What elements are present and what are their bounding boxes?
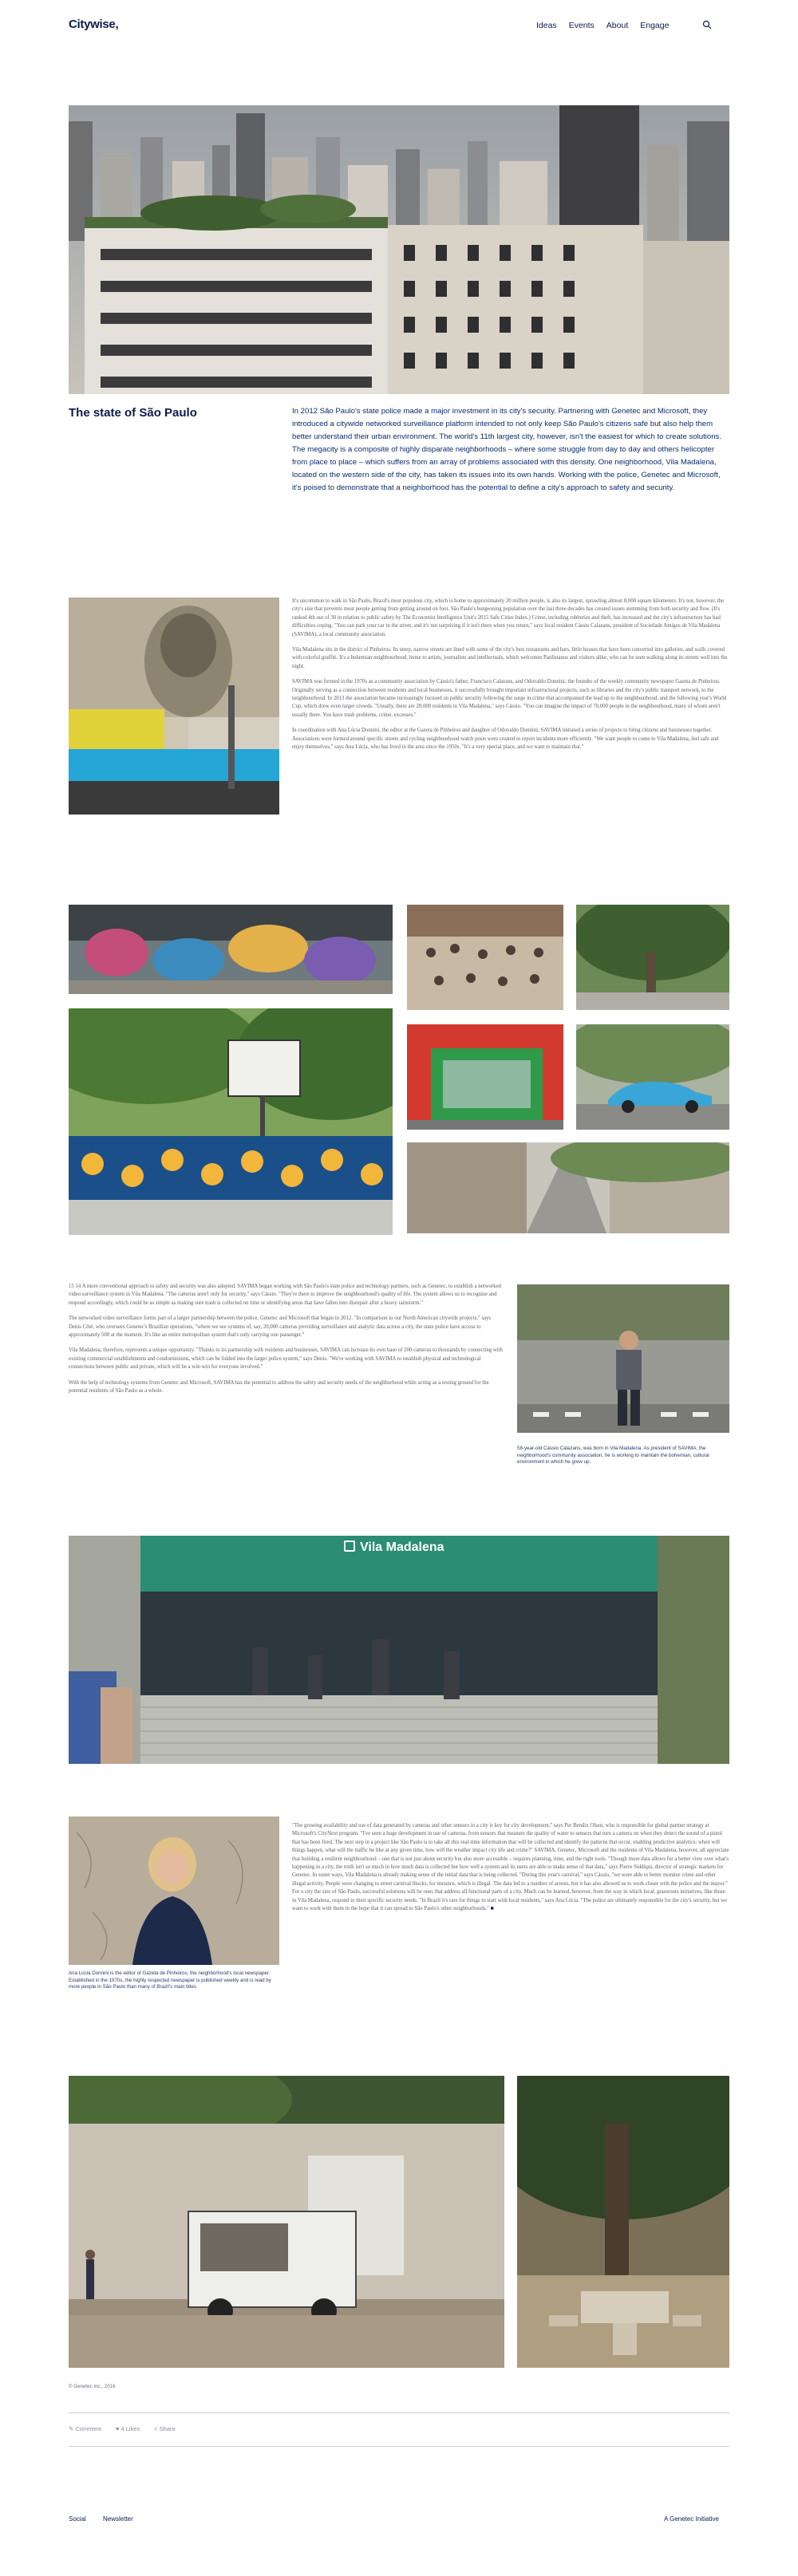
nav-item-events[interactable]: Events [568, 21, 595, 30]
article-section-2 [69, 1283, 503, 1402]
footer-social-link[interactable]: Social [69, 2515, 86, 2523]
comment-button[interactable]: ✎ Comment [69, 2425, 101, 2432]
paragraph: "The growing availability and use of data generated by cameras and other sensors in a city is key for city development," says Per Bendix Olsen, who is responsible for global partner strategy at Microsoft's CityNext program. "I've seen a huge development in use of cameras, from sensors that measure the quality of water to sensors that turn a camera on when they detect the sound of a pistol that has been fired. The next step in a project like São Paulo is to take all this real-time information that will be collected and identify the patterns that occur, enabling predictive analytics: when will things happen, what will the traffic be like at any given time, how will the weather impact city life and crime?" SAVIMA, Genetec, Microsoft and the residents of Vila Madalena, however, all appreciate that building a resilient neighbourhood – one that is not just about security but also more accessible – requires planning, time, and the right tools. "Though more data allows for a better view over what's happening in a city, the truth isn't so much in how much data is collected but how well a system and its users are able to make sense of that data," says Pierre Siddiqui, director of strategic markets for Genetec. In some ways, Vila Madalena is already making sense of the initial data that is being collected. "During this year's carnival," says Cássio, "we were able to better monitor crime and other illegal activity. People were changing to street carnival blocks, for instance, which is illegal. The data led to a number of arrests, but it has also allowed us to work closer with the police and the mayor." For a city the size of São Paulo, successful solutions will be ones that address all functional parts of a city. Much can be learned, however, from the way in which local, grassroots initiatives, like those in Vila Madalena, respond to their specific security needs. "In Brazil it's rare for things to start with local residents," says Ana Lúcia. "The police are ultimately responsible for the city's security, but we want to work with them in the hope that it can spread to São Paulo's other neighborhoods." ■ [292, 1823, 729, 1912]
paragraph: The networked video surveillance forms part of a larger partnership between the police, Genetec and Microsoft that began in 2012. "In comparison to our North American citywide projects," says Denis Côté, who oversees Genetec's Brazilian operations, "where we see systems of, say, 20,000 cameras providing surveillance and analytic data across a city, the state police have access to approximately 500 at the moment. It's like an entire metropolitan system that's only carrying one passenger." [69, 1316, 492, 1339]
tree-street-photo [576, 905, 729, 1010]
basketball-court-photo [69, 1008, 393, 1235]
paragraph: With the help of technology systems from Genetec and Microsoft, SAVIMA has the potential to address the safety and security needs of the neighborhood while acting as a testing ground for the potential residents of São Paulo as a whole. [69, 1379, 489, 1395]
article-title: The state of São Paulo [69, 406, 197, 420]
main-nav [536, 21, 669, 30]
nav-item-about[interactable]: About [606, 21, 629, 30]
comment-icon: ✎ [69, 2425, 76, 2432]
article-section-3 [292, 1822, 729, 1920]
paragraph: Vila Madalena sits in the district of Pinheiros. Its steep, narrow streets are lined with some of the city's best restaurants and bars, little houses that have been converted into galleries, and walls covered with colorful graffiti. It's a bohemian neighbourhood, home to artists, journalists and intellectuals, which welcomes Paulistanos and visitors alike, who can be seen walking along its streets well into the night. [292, 647, 728, 669]
brand-logo[interactable]: Citywise, [69, 18, 119, 31]
footer-newsletter-link[interactable]: Newsletter [103, 2515, 133, 2523]
graffiti-mural-photo [69, 598, 279, 815]
paragraph: Vila Madalena, therefore, represents a unique opportunity. "Thanks to its partnership with residents and businesses, SAVIMA can increase its own base of 200 cameras to thousands by connecting with existing commercial establishments and condominiums, which can be folded into the larger police system," says Denis. "We're working with SAVIMA to establish physical and technological connections between public and private, which will be a win-win for everyone involved." [69, 1347, 503, 1371]
vila-madalena-station-photo [69, 1536, 729, 1764]
paragraph: In coordination with Ana Lúcia Donnini, the editor at the Gazeta de Pinheiros and daughter of Odovaldo Donnini, SAVIMA initiated a series of projects to bring citizens and businesses together. Associations were formed around specific streets and cycling neighbourhood watch posts were created to report incidents more efficiently. "We want people to come to Vila Madalena, feel safe and enjoy themselves," says Ana Lúcia, who has lived in the area since the 1950s. "It's a very special place, and we want to maintain that." [292, 728, 719, 751]
metro-icon [344, 1540, 355, 1552]
cassio-caption: 58-year-old Cássio Calazans, was born in Vila Madalena. As president of SAVIMA, the neighborhood's community association, he is working to maintain the bohemian, cultural environment in which he grew up. [517, 1446, 709, 1466]
divider [69, 2446, 729, 2447]
park-table-photo [517, 2076, 729, 2368]
paragraph: 15 14 A more conventional approach to safety and security was also adopted. SAVIMA began working with São Paulo's state police and technology partners, such as Genetec, to establish a networked video surveillance system in Vila Madalena. "The cameras aren't only for security," says Cássio. "They're there to improve the neighbourhood's quality of life. The system allows us to recognize and respond accordingly, which could be as simple as making sure trash is collected on time or identifying areas that have fallen into disrepair after a heavy rainstorm." [69, 1284, 501, 1306]
green-storefront-photo [407, 1024, 563, 1130]
station-sign-text: Vila Madalena [360, 1540, 444, 1554]
article-actions [69, 2425, 176, 2432]
nav-item-ideas[interactable]: Ideas [536, 21, 557, 30]
footer-initiative-link[interactable]: A Genetec Initiative [664, 2515, 719, 2523]
nav-item-engage[interactable]: Engage [640, 21, 670, 30]
share-icon: < [154, 2425, 160, 2432]
paragraph: SAVIMA was formed in the 1970s as a community association by Cássio's father, Francisco Calazans, and Odovaldo Donnini, the founder of the weekly community newspaper Gazeta de Pinheiros. Originally serving as a connection between residents and local businesses, it successfully brought important infrastructural projects, such as libraries and the city's public transport network, to the neighbourhood. In 2013 the association became increasingly focused on public security following the surge in crime that accompanied the lead up to the neighbourhood, and the following year's World Cup, which drew even larger crowds. "Usually, there are 20,000 residents in Vila Madalena," says Cássio. "You can imagine the impact of 70,000 people in the neighbourhood, many of whom aren't usually there. You have trash problems, crime, excesses." [292, 679, 727, 718]
graffiti-wall-photo [69, 905, 393, 994]
search-icon[interactable] [702, 20, 712, 30]
alley-street-photo [407, 1142, 729, 1233]
dancers-photo [407, 905, 563, 1010]
hero-city-photo [69, 105, 729, 394]
food-truck-photo [69, 2076, 504, 2368]
article-section-1 [292, 598, 729, 759]
end-mark: ■ [490, 1906, 494, 1912]
article-intro: In 2012 São Paulo's state police made a major investment in its city's security. Partnering with Genetec and Microsoft, they introduced a citywide networked surveillance platform intended to not only keep São Paulo's citizens safe but also help them better understand their urban environment. The world's 11th largest city, however, isn't the easiest for which to create solutions. The megacity is a composite of highly disparate neighborhoods – where some struggle from day to day and others helicopter from place to place – which suffers from an array of problems associated with this density. One neighborhood, Vila Madalena, located on the western side of the city, has taken its issues into its own hands. Working with the police, Genetec and Microsoft, it's poised to demonstrate that a neighborhood has the potential to define a city's approach to safety and security. [292, 407, 721, 492]
photo-copyright: © Genetec Inc., 2016 [69, 2384, 116, 2389]
ana-lucia-portrait-photo [69, 1817, 279, 1965]
like-button[interactable]: ♥ 4 Likes [115, 2425, 140, 2432]
share-button[interactable]: < Share [154, 2425, 176, 2432]
cassio-portrait-photo [517, 1284, 729, 1433]
divider [69, 2412, 729, 2413]
heart-icon: ♥ [115, 2425, 121, 2432]
blue-car-photo [576, 1024, 729, 1130]
paragraph: It's uncommon to walk in São Paulo, Brazil's most populous city, which is home to approximately 20 million people, is also its largest, sprawling almost 8,000 square kilometers. It's not, however, the city's size that prevents most people getting from getting around on foot. São Paulo's burgeoning population over the last three decades has created issues stemming from both security and flow. (It's ranked 4th out of 30 in relation to public safety by The Economist Intelligence Unit's 2015 Safe Cities Index.) Crime, including robberies and theft, has increased and the city's infrastructure has had difficulties coping. "You can park your car in the street, and it's not surprising if it isn't there when you return," says local resident Cássio Calazans, president of Sociedade Amigos de Vila Madalena (SAVIMA), a local community association. [292, 598, 725, 637]
station-sign [344, 1540, 444, 1555]
site-header [0, 0, 798, 53]
ana-lucia-caption: Ana Lúcia Donnini is the editor of Gazeta de Pinheiros, the neighborhood's local newspaper. Established in the 1970s, the highly respected newspaper is published weekly and is read by more people in São Paulo than many of Brazil's main titles. [69, 1970, 271, 1990]
